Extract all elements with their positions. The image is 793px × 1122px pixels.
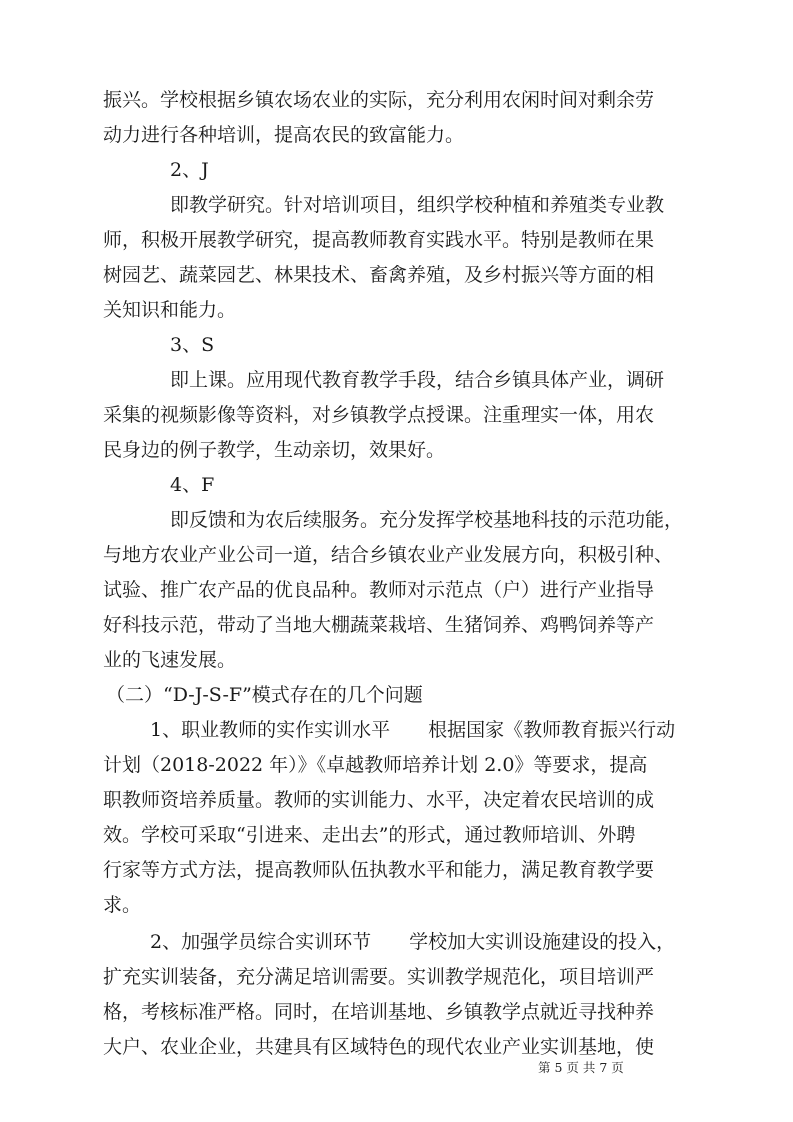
- text-line: 民身边的例子教学，生动亲切，效果好。: [103, 439, 446, 461]
- text-line: 效。学校可采取“引进来、走出去”的形式，通过教师培训、外聘: [103, 824, 636, 846]
- section-title: （二）“D-J-S-F”模式存在的几个问题: [106, 684, 423, 706]
- page-number-footer: 第 5 页 共 7 页: [538, 1060, 624, 1075]
- text-line: 树园艺、蔬菜园艺、林果技术、畜禽养殖，及乡村振兴等方面的相: [103, 264, 655, 286]
- text-line: 即反馈和为农后续服务。充分发挥学校基地科技的示范功能，: [170, 509, 684, 531]
- section-heading: 3、S: [170, 334, 215, 356]
- section-heading: 4、F: [170, 474, 215, 496]
- text-line: 即教学研究。针对培训项目，组织学校种植和养殖类专业教: [170, 194, 665, 216]
- section-heading: 2、J: [170, 159, 209, 181]
- text-line: 1、职业教师的实作实训水平 根据国家《教师教育振兴行动: [150, 719, 676, 741]
- text-line: 振兴。学校根据乡镇农场农业的实际，充分利用农闲时间对剩余劳: [103, 89, 655, 111]
- text-line: 行家等方式方法，提高教师队伍执教水平和能力，满足教育教学要: [103, 859, 655, 881]
- text-line: 职教师资培养质量。教师的实训能力、水平，决定着农民培训的成: [103, 789, 655, 811]
- text-line: 业的飞速发展。: [103, 649, 237, 671]
- text-line: 大户、农业企业，共建具有区域特色的现代农业产业实训基地，使: [103, 1036, 655, 1058]
- text-line: 求。: [103, 894, 142, 916]
- text-line: 计划（2018-2022 年）》《卓越教师培养计划 2.0》等要求，提高: [103, 754, 648, 776]
- text-line: 格，考核标准严格。同时，在培训基地、乡镇教学点就近寻找种养: [103, 1001, 655, 1023]
- text-line: 2、加强学员综合实训环节 学校加大实训设施建设的投入，: [150, 931, 676, 953]
- text-line: 试验、推广农产品的优良品种。教师对示范点（户）进行产业指导: [103, 579, 655, 601]
- text-line: 扩充实训装备，充分满足培训需要。实训教学规范化，项目培训严: [103, 966, 655, 988]
- text-line: 采集的视频影像等资料，对乡镇教学点授课。注重理实一体，用农: [103, 404, 655, 426]
- text-line: 师，积极开展教学研究，提高教师教育实践水平。特别是教师在果: [103, 229, 655, 251]
- text-line: 即上课。应用现代教育教学手段，结合乡镇具体产业，调研: [170, 369, 665, 391]
- text-line: 与地方农业产业公司一道，结合乡镇农业产业发展方向，积极引种、: [103, 544, 674, 566]
- text-line: 好科技示范，带动了当地大棚蔬菜栽培、生猪饲养、鸡鸭饲养等产: [103, 614, 655, 636]
- text-line: 关知识和能力。: [103, 299, 237, 321]
- text-line: 动力进行各种培训，提高农民的致富能力。: [103, 124, 465, 146]
